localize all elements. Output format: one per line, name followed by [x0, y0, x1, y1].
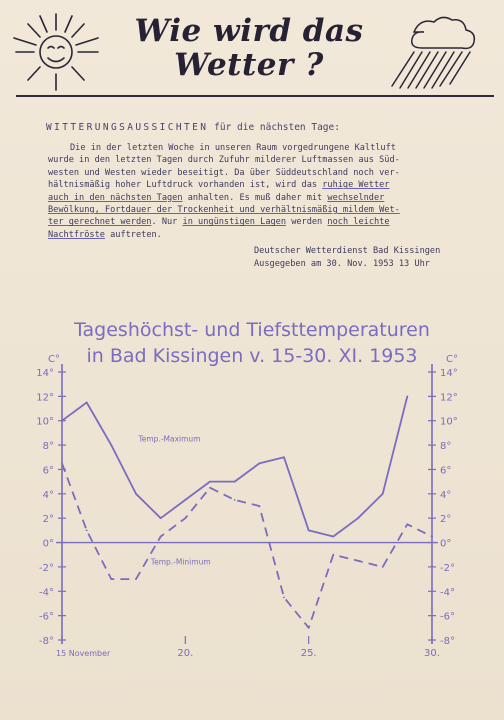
y-tick-label-left: 4°	[42, 489, 54, 501]
data-point	[160, 517, 162, 519]
y-tick-label-left: -2°	[39, 562, 54, 574]
forecast-line: wurde in den letzten Tagen durch Zufuhr milderer Luftmassen aus Süd-	[48, 155, 400, 166]
y-unit-left: C°	[48, 354, 60, 365]
data-point	[61, 420, 63, 422]
header-divider	[16, 95, 494, 97]
y-unit-right: C°	[446, 354, 458, 365]
page-title	[104, 14, 394, 82]
y-tick-label-right: -8°	[440, 636, 455, 647]
forecast-heading-rest: für die nächsten Tage:	[214, 122, 340, 133]
forecast-line: westen und Westen wieder beseitigt. Da über Süddeutschland noch ver-	[48, 167, 400, 178]
y-tick-label-left: -4°	[39, 587, 54, 599]
data-point	[283, 456, 285, 458]
y-tick-label-right: -4°	[440, 587, 455, 599]
y-tick-label-left: 14°	[36, 368, 54, 379]
chart-title-line-2: in Bad Kissingen v. 15-30. XI. 1953	[86, 345, 418, 367]
data-point	[209, 481, 211, 483]
data-point	[86, 402, 88, 404]
title-line-2: Wetter ?	[174, 47, 324, 83]
y-tick-label-right: -6°	[440, 611, 455, 623]
data-point	[308, 529, 310, 531]
y-tick-label-right: 14°	[440, 368, 458, 379]
series-label-maximum: Temp.-Maximum	[138, 434, 201, 444]
temperature-chart	[0, 300, 504, 680]
y-tick-label-left: 10°	[36, 416, 54, 428]
x-tick-label: 25.	[300, 648, 317, 659]
y-tick-label-right: -2°	[440, 562, 455, 574]
forecast-heading-label: WITTERUNGSAUSSICHTEN	[46, 122, 209, 133]
y-tick-label-right: 12°	[440, 392, 458, 404]
data-point	[135, 578, 137, 580]
y-tick-label-left: 12°	[36, 392, 54, 404]
forecast-heading	[46, 122, 486, 133]
y-tick-label-left: 6°	[42, 465, 54, 477]
data-point	[258, 505, 260, 507]
y-tick-label-left: -8°	[39, 636, 54, 647]
data-point	[308, 627, 310, 629]
data-point	[357, 560, 359, 562]
forecast-line: Bewölkung, Fortdauer der Trockenheit und verhältnismäßig mildem Wet-	[48, 205, 400, 216]
issuer-line-2: Ausgegeben am 30. Nov. 1953 13 Uhr	[254, 258, 430, 269]
y-tick-label-left: 8°	[42, 441, 54, 453]
series-label-minimum: Temp.-Minimum	[150, 557, 211, 567]
data-point	[431, 536, 433, 538]
data-point	[110, 578, 112, 580]
data-point	[382, 493, 384, 495]
data-point	[209, 487, 211, 489]
data-point	[184, 499, 186, 501]
y-tick-label-left: 0°	[42, 538, 54, 550]
data-point	[283, 596, 285, 598]
forecast-line: ter gerechnet werden. Nur in ungünstigen Lagen werden noch leichte	[48, 217, 390, 228]
x-tick-label: 30.	[424, 648, 440, 659]
title-line-1: Wie wird das	[134, 13, 364, 49]
data-point	[160, 536, 162, 538]
data-point	[110, 444, 112, 446]
issuer-signature	[254, 245, 494, 270]
x-tick-label: 20.	[177, 648, 194, 659]
data-point	[406, 523, 408, 525]
forecast-line: Die in der letzten Woche in unseren Raum vorgedrungene Kaltluft	[70, 143, 396, 153]
y-tick-label-right: 4°	[440, 489, 452, 501]
series-line-minimum	[62, 463, 432, 627]
data-point	[61, 462, 63, 464]
chart-title-line-1: Tageshöchst- und Tiefsttemperaturen	[74, 319, 430, 341]
data-point	[258, 462, 260, 464]
series-line-maximum	[62, 396, 407, 536]
data-point	[357, 517, 359, 519]
data-point	[382, 566, 384, 568]
forecast-line: auch in den nächsten Tagen anhalten. Es muß daher mit wechselnder	[48, 192, 385, 203]
y-tick-label-right: 6°	[440, 465, 452, 477]
y-tick-label-right: 8°	[440, 441, 452, 453]
x-tick-label: 15 November	[56, 649, 111, 658]
data-point	[86, 529, 88, 531]
data-point	[234, 481, 236, 483]
forecast-line: Nachtfröste auftreten.	[48, 229, 162, 240]
rain-cloud-icon	[384, 12, 482, 92]
data-point	[332, 554, 334, 556]
issuer-line-1: Deutscher Wetterdienst Bad Kissingen	[254, 246, 441, 256]
data-point	[406, 395, 408, 397]
data-point	[135, 493, 137, 495]
y-tick-label-left: 2°	[42, 514, 54, 526]
data-point	[184, 517, 186, 519]
forecast-text	[48, 142, 488, 241]
y-tick-label-right: 10°	[440, 416, 458, 428]
y-tick-label-right: 2°	[440, 514, 452, 526]
y-tick-label-left: -6°	[39, 611, 54, 623]
y-tick-label-right: 0°	[440, 538, 452, 550]
data-point	[234, 499, 236, 501]
data-point	[332, 536, 334, 538]
forecast-line: hältnismäßig hoher Luftdruck vorhanden ist, wird das ruhige Wetter	[48, 180, 390, 191]
sun-icon	[10, 10, 102, 92]
